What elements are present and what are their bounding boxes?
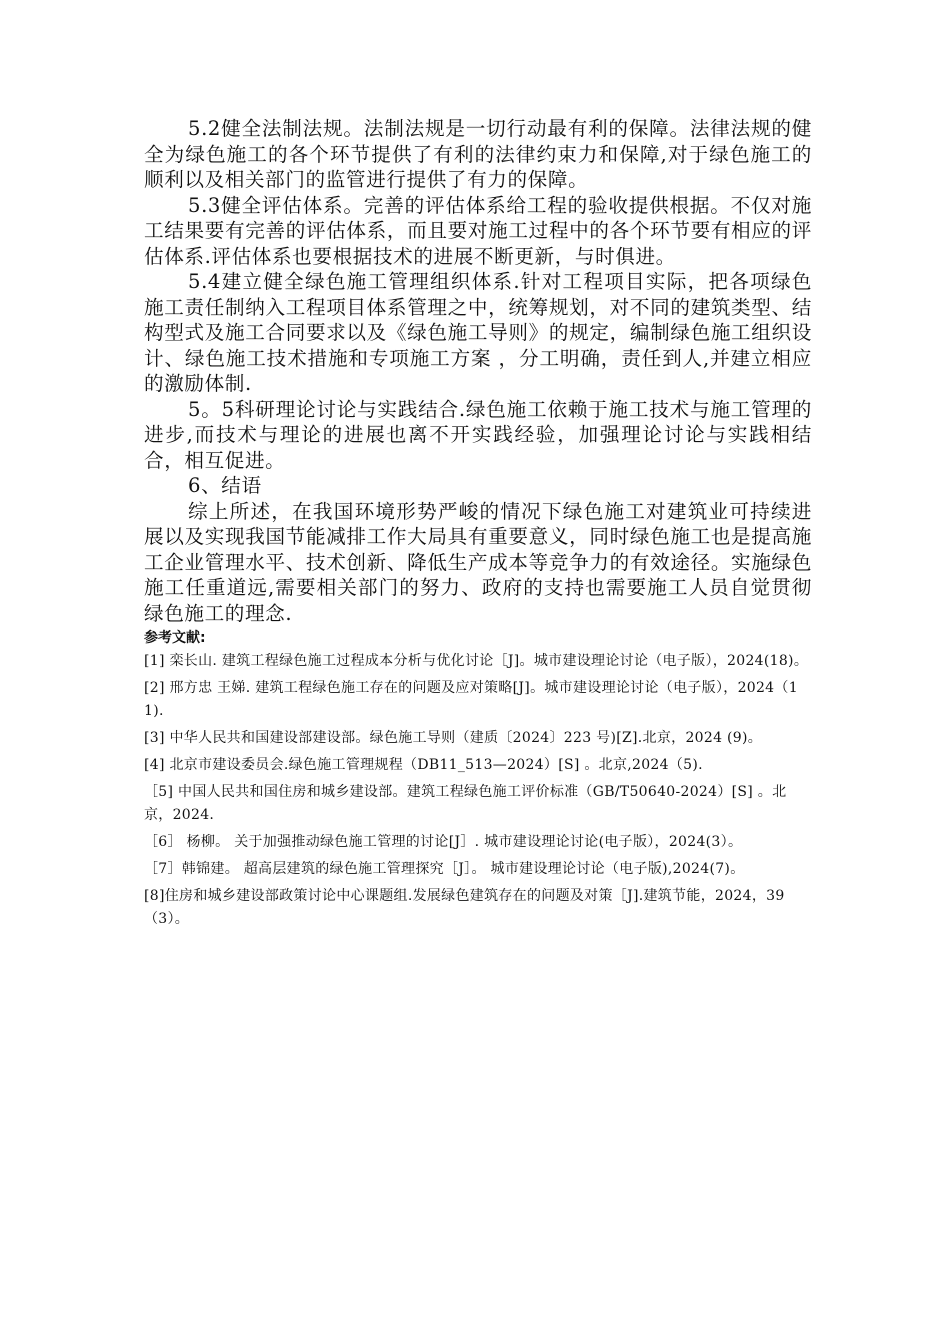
references-list xyxy=(144,650,812,931)
reference-item: ［6］ 杨柳。 关于加强推动绿色施工管理的讨论[J］. 城市建设理论讨论(电子版），2024(3）。 xyxy=(144,834,743,850)
reference-item: [4] 北京市建设委员会.绿色施工管理规程（DB11_513—2024）[S] 。北京,2024（5). xyxy=(144,757,703,773)
paragraph-5-5: 5。5科研理论讨论与实践结合.绿色施工依赖于施工技术与施工管理的进步,而技术与理论的进展也离不开实践经验，加强理论讨论与实践相结合，相互促进。 xyxy=(144,397,812,472)
reference-item: [2] 邢方忠 王娣. 建筑工程绿色施工存在的问题及应对策略[J]。城市建设理论讨论（电子版），2024（11). xyxy=(144,680,798,719)
reference-item: [1] 栾长山. 建筑工程绿色施工过程成本分析与优化讨论［J]。城市建设理论讨论（电子版），2024(18)。 xyxy=(144,653,809,669)
document-page xyxy=(144,116,812,935)
reference-item: [8]住房和城乡建设部政策讨论中心课题组.发展绿色建筑存在的问题及对策［J].建筑节能，2024，39（3）。 xyxy=(144,888,785,927)
reference-item: ［7］韩锦建。 超高层建筑的绿色施工管理探究［J］。 城市建设理论讨论（电子版),2024(7)。 xyxy=(144,861,745,877)
reference-item: [3] 中华人民共和国建设部建设部。绿色施工导则（建质〔2024〕223 号)[Z].北京，2024 (9)。 xyxy=(144,730,763,746)
paragraph-conclusion: 综上所述，在我国环境形势严峻的情况下绿色施工对建筑业可持续进展以及实现我国节能减排工作大局具有重要意义，同时绿色施工也是提高施工企业管理水平、技术创新、降低生产成本等竞争力的有效途径。实施绿色施工任重道远,需要相关部门的努力、政府的支持也需要施工人员自觉贯彻绿色施工的理念. xyxy=(144,499,812,625)
reference-item: ［5] 中国人民共和国住房和城乡建设部。建筑工程绿色施工评价标准（GB/T50640-2024）[S] 。北京，2024. xyxy=(144,784,787,823)
section-heading-conclusion: 6、结语 xyxy=(188,474,262,497)
paragraph-5-3: 5.3健全评估体系。完善的评估体系给工程的验收提供根据。不仅对施工结果要有完善的评估体系，而且要对施工过程中的各个环节要有相应的评估体系.评估体系也要根据技术的进展不断更新，与时俱进。 xyxy=(144,193,812,268)
paragraph-5-2: 5.2健全法制法规。法制法规是一切行动最有利的保障。法律法规的健全为绿色施工的各个环节提供了有利的法律约束力和保障,对于绿色施工的顺利以及相关部门的监管进行提供了有力的保障。 xyxy=(144,117,812,191)
paragraph-5-4: 5.4建立健全绿色施工管理组织体系.针对工程项目实际，把各项绿色施工责任制纳入工程项目体系管理之中，统筹规划，对不同的建筑类型、结构型式及施工合同要求以及《绿色施工导则》的规定，编制绿色施工组织设计、绿色施工技术措施和专项施工方案 ，分工明确，责任到人,并建立相应的激励体制. xyxy=(144,270,812,395)
references-heading: 参考文献: xyxy=(144,630,206,646)
